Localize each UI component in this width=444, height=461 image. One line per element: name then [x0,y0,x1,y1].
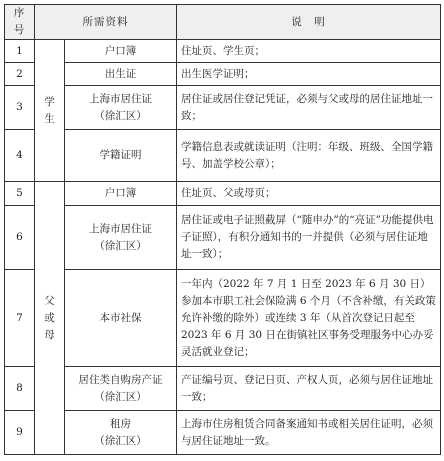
doc-name: 租房 （徐汇区） [65,411,177,455]
header-desc: 说 明 [177,5,441,40]
header-row [5,5,441,40]
doc-desc: 一年内（2022 年 7 月 1 日至 2023 年 6 月 30 日）参加本市职工社会保险满 6 个月（不含补缴，有关政策允许补缴的除外）或连续 3 年（从首次登记日起至 2023 年 6 月 30 日在街镇社区事务受理服务中心办妥灵活就业登记； [177,270,441,367]
doc-name: 上海市居住证 （徐汇区） [65,206,177,270]
table-row [5,86,441,130]
table-row [5,63,441,86]
table-row [5,40,441,63]
doc-name: 居住类自购房产证 （徐汇区） [65,367,177,411]
row-number: 7 [5,270,35,367]
group-label: 父或母 [44,294,55,341]
row-number: 5 [5,182,35,206]
table-row [5,367,441,411]
doc-name: 户口簿 [65,40,177,63]
header-docs: 所需资料 [35,5,177,40]
table-row [5,182,441,206]
row-number: 6 [5,206,35,270]
doc-desc: 住址页、父或母页； [177,182,441,206]
doc-desc: 出生医学证明； [177,63,441,86]
doc-name: 本市社保 [65,270,177,367]
doc-desc: 产证编号页、登记日页、产权人页，必须与居住证地址一致； [177,367,441,411]
doc-desc: 学籍信息表或就读证明（注明：年级、班级、全国学籍号、加盖学校公章）； [177,130,441,182]
row-number: 1 [5,40,35,63]
header-no: 序号 [5,5,35,40]
group-student [35,40,65,182]
requirements-table [4,4,441,455]
table-row [5,270,441,367]
table-row [5,130,441,182]
row-number: 8 [5,367,35,411]
row-number: 2 [5,63,35,86]
doc-desc: 住址页、学生页； [177,40,441,63]
table-row [5,206,441,270]
row-number: 3 [5,86,35,130]
row-number: 9 [5,411,35,455]
doc-desc: 上海市住房租赁合同备案通知书或相关居住证明，必须与居住证地址一致。 [177,411,441,455]
group-parent [35,182,65,455]
group-label: 学生 [44,95,55,125]
doc-name: 户口簿 [65,182,177,206]
doc-desc: 居住证或电子证照截屏（“随申办”的“亮证”功能提供电子证照），有积分通知书的一并提供（必须与居住证地址一致）； [177,206,441,270]
doc-name: 上海市居住证 （徐汇区） [65,86,177,130]
doc-desc: 居住证或居住登记凭证，必须与父或母的居住证地址一致； [177,86,441,130]
table-row [5,411,441,455]
doc-name: 出生证 [65,63,177,86]
row-number: 4 [5,130,35,182]
doc-name: 学籍证明 [65,130,177,182]
